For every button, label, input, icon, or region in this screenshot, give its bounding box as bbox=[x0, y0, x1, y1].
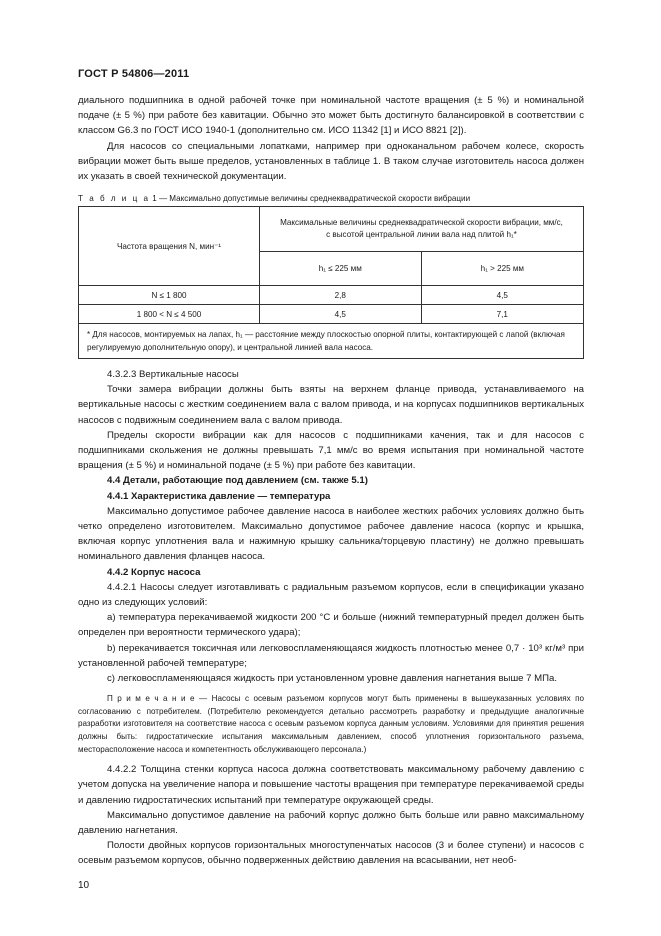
note bbox=[78, 693, 584, 756]
vibration-table bbox=[78, 206, 584, 359]
col-group-header bbox=[260, 207, 584, 252]
table-cell-value: 4,5 bbox=[260, 305, 422, 324]
document-header: ГОСТ Р 54806—2011 bbox=[78, 68, 190, 80]
paragraph: Пределы скорости вибрации как для насосов с подшипниками качения, так и для насосов с подшипниками скольжения не должны превышать 7,1 мм/с во время испытания при номинальной частоте вращения (± 5 %) и номинальной подаче (± 5 %) при работе без кавитации. bbox=[78, 429, 584, 472]
table-cell-frequency: 1 800 < N ≤ 4 500 bbox=[79, 305, 260, 324]
sub-header-low: h₁ ≤ 225 мм bbox=[260, 252, 422, 286]
table-cell-frequency: N ≤ 1 800 bbox=[79, 286, 260, 305]
table-caption bbox=[78, 194, 470, 203]
section-heading: 4.4 Детали, работающие под давлением (см. также 5.1) bbox=[107, 475, 368, 487]
section-heading: 4.3.2.3 Вертикальные насосы bbox=[107, 369, 239, 380]
paragraph: 4.4.2.1 Насосы следует изготавливать с радиальным разъемом корпусов, если в спецификации указано одно из следующих условий: bbox=[78, 581, 584, 609]
paragraph: Для насосов со специальными лопатками, например при одноканальном рабочем колесе, скорость вибрации может быть выше пределов, установленных в таблице 1. В таком случае изготовитель насоса должен их указать в своей технической документации. bbox=[78, 140, 584, 183]
note-text: Насосы с осевым разъемом корпусов могут быть применены в вышеуказанных условиях по согласованию с потребителем. (Потребителю рекомендуется детально рассмотреть разработку и предыдущие аналогичные разработки изготовителя на соответствие насоса с осевым разъемом корпуса данным условиям. Условиями для принятия решения должны быть: гидростатические испытания максимальным давлением, способ уплотнения горизонтального разъема, месторасположение насоса и компетентность обслуживающего персонала.) bbox=[78, 694, 585, 754]
paragraph: 4.4.2.2 Толщина стенки корпуса насоса должна соответствовать максимальному рабочему давлению с учетом допуска на увеличение напора и повышение частоты вращения при температуре перекачиваемой среды и давлению гидростатических испытаний при температуре окружающей среды. bbox=[78, 764, 584, 806]
group-header-line2: с высотой центральной линии вала над плитой h₁* bbox=[326, 230, 517, 239]
paragraph: Точки замера вибрации должны быть взяты на верхнем фланце привода, устанавливаемого на вертикальные насосы с жестким соединением вала с валом привода, и на корпусах подшипников вертикальных насосов с подвижным соединением вала с валом привода. bbox=[78, 384, 584, 426]
table-cell-value: 7,1 bbox=[421, 305, 583, 324]
list-item: b) перекачивается токсичная или легковоспламеняющаяся жидкость плотностью менее 0,7 · 10³ кг/м³ при установленной рабочей температуре; bbox=[78, 642, 584, 669]
top-text-block bbox=[78, 93, 584, 184]
main-text-block bbox=[78, 367, 584, 869]
table-cell-value: 4,5 bbox=[421, 286, 583, 305]
list-item: a) температура перекачиваемой жидкости 200 °С и больше (нижний температурный предел должен быть определен при вероятности термического удара); bbox=[78, 612, 584, 639]
paragraph: диального подшипника в одной рабочей точке при номинальной частоте вращения (± 5 %) и номинальной подаче (± 5 %) при работе без кавитации. Обычно это может быть достигнуто балансировкой в соответствии с классом G6.3 по ГОСТ ИСО 1940-1 (дополнительно см. ИСО 11342 [1] и ИСО 8821 [2]). bbox=[78, 95, 584, 137]
section-heading: 4.4.2 Корпус насоса bbox=[107, 566, 201, 578]
note-prefix: П р и м е ч а н и е — bbox=[107, 694, 208, 704]
paragraph: Максимально допустимое рабочее давление насоса в наиболее жестких рабочих условиях должно быть четко определено изготовителем. Максимально допустимое рабочее давление насоса (корпус и крышка, включая корпус уплотнения вала и нажимную крышку сальника/торцевую пластину) не должно превышать номинального давления фланцев насоса. bbox=[78, 505, 584, 563]
group-header-line1: Максимальные величины среднеквадратической скорости вибрации, мм/с, bbox=[280, 218, 563, 227]
table-caption-prefix: Т а б л и ц а bbox=[78, 194, 150, 203]
sub-header-high: h₁ > 225 мм bbox=[421, 252, 583, 286]
table-cell-value: 2,8 bbox=[260, 286, 422, 305]
page-number: 10 bbox=[78, 880, 90, 891]
table-caption-text: 1 — Максимально допустимые величины среднеквадратической скорости вибрации bbox=[152, 194, 471, 203]
table-footnote: * Для насосов, монтируемых на лапах, h₁ — расстояние между плоскостью опорной плиты, контактирующей с лапой (включая регулируемую дополнительную опору), и центральной линией вала насоса. bbox=[79, 324, 584, 359]
section-heading: 4.4.1 Характеристика давление — температура bbox=[107, 490, 331, 502]
list-item: c) легковоспламеняющаяся жидкость при установленном уровне давления нагнетания выше 7 МПа. bbox=[107, 673, 558, 685]
paragraph: Полости двойных корпусов горизонтальных многоступенчатых насосов (3 и более ступени) и насосов с осевым разъемом корпусов, обычно подверженных действию давления на всасывании, нет необ- bbox=[78, 840, 584, 867]
col-header-frequency: Частота вращения N, мин⁻¹ bbox=[79, 207, 260, 286]
paragraph: Максимально допустимое давление на рабочий корпус должно быть больше или равно максимальному давлению нагнетания. bbox=[78, 809, 584, 837]
